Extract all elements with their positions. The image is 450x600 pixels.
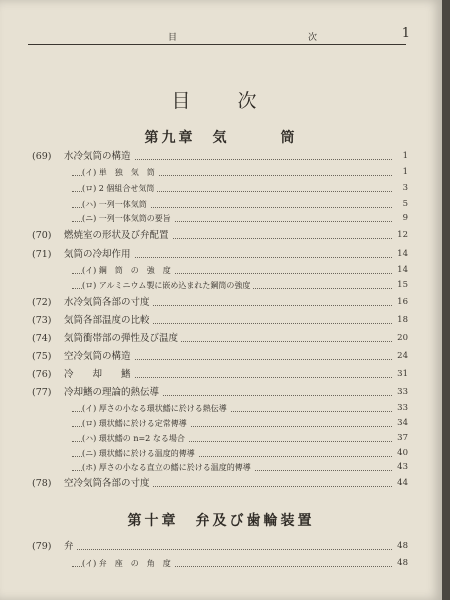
toc-subentry xyxy=(32,166,408,179)
entry-page: 18 xyxy=(397,315,408,325)
toc-subentry xyxy=(32,279,408,292)
entry-title: 燃焼室の形状及び弁配置 xyxy=(64,229,172,242)
toc-entry xyxy=(32,350,408,363)
leader-dots xyxy=(72,549,392,550)
subentry-title: (ニ) 環状鰭に於ける温度的傳導 xyxy=(82,447,198,460)
entry-number: (77) xyxy=(32,387,52,398)
entry-page: 31 xyxy=(397,369,408,379)
entry-title: 冷 却 鰭 xyxy=(64,368,134,381)
entry-title: 水冷気筒の構造 xyxy=(64,150,134,163)
toc-subentry xyxy=(32,461,408,474)
subentry-title: (ハ) 一列一体気筒 xyxy=(82,198,150,211)
entry-page: 20 xyxy=(397,333,408,343)
toc-subentry xyxy=(32,557,408,570)
entry-page: 37 xyxy=(397,433,408,443)
subentry-title: (ロ) 2 個組合せ気筒 xyxy=(82,182,157,195)
toc-subentry xyxy=(32,212,408,225)
toc-subentry xyxy=(32,182,408,195)
entry-page: 3 xyxy=(402,183,408,193)
running-head-title: 目 次 xyxy=(168,33,344,43)
entry-number: (74) xyxy=(32,333,52,344)
entry-number: (71) xyxy=(32,249,52,260)
entry-page: 14 xyxy=(397,249,408,259)
page-number: 1 xyxy=(401,26,410,41)
entry-number: (70) xyxy=(32,230,52,241)
entry-page: 48 xyxy=(397,541,408,551)
toc-entry xyxy=(32,314,408,327)
entry-title: 冷却鰭の理論的熱伝導 xyxy=(64,386,162,399)
entry-page: 5 xyxy=(402,199,408,209)
toc-entry xyxy=(32,540,408,553)
toc-entry xyxy=(32,248,408,261)
subentry-title: (ニ) 一列一体気筒の要旨 xyxy=(82,212,174,225)
toc-entry xyxy=(32,386,408,399)
toc-entry xyxy=(32,477,408,490)
subentry-title: (イ) 厚さの小なる環状鰭に於ける熱伝導 xyxy=(82,402,230,415)
subentry-title: (イ) 鋼 筒 の 強 度 xyxy=(82,264,174,277)
entry-title: 空冷気筒各部の寸度 xyxy=(64,477,153,490)
toc-entry xyxy=(32,368,408,381)
toc-subentry xyxy=(32,432,408,445)
running-head xyxy=(28,22,410,45)
subentry-title: (ハ) 環状鰭の n=2 なる場合 xyxy=(82,432,188,445)
toc-subentry xyxy=(32,417,408,430)
entry-title: 気筒衝帯部の弾性及び温度 xyxy=(64,332,181,345)
toc-subentry xyxy=(32,447,408,460)
entry-page: 1 xyxy=(402,167,408,177)
entry-page: 15 xyxy=(397,280,408,290)
entry-page: 48 xyxy=(397,558,408,568)
toc-entry xyxy=(32,332,408,345)
entry-title: 空冷気筒の構造 xyxy=(64,350,134,363)
entry-page: 40 xyxy=(397,448,408,458)
entry-title: 気筒各部温度の比較 xyxy=(64,314,153,327)
entry-number: (78) xyxy=(32,478,52,489)
chapter-10-heading: 第十章 弁及び歯輪装置 xyxy=(127,513,315,529)
toc-title: 目 次 xyxy=(171,90,271,112)
entry-page: 44 xyxy=(397,478,408,488)
entry-page: 33 xyxy=(397,387,408,397)
subentry-title: (イ) 弁 座 の 角 度 xyxy=(82,557,174,570)
subentry-title: (ロ) 環状鰭に於ける定常傳導 xyxy=(82,417,190,430)
entry-page: 12 xyxy=(397,230,408,240)
subentry-title: (イ) 単 独 気 筒 xyxy=(82,166,158,179)
entry-title: 水冷気筒各部の寸度 xyxy=(64,296,153,309)
entry-number: (79) xyxy=(32,541,52,552)
entry-number: (75) xyxy=(32,351,52,362)
toc-entry xyxy=(32,229,408,242)
entry-page: 24 xyxy=(397,351,408,361)
chapter-9-heading: 第九章 気 筒 xyxy=(144,130,298,146)
toc-subentry xyxy=(32,198,408,211)
toc-subentry xyxy=(32,402,408,415)
entry-page: 1 xyxy=(402,151,408,161)
toc-subentry xyxy=(32,264,408,277)
toc-entry xyxy=(32,150,408,163)
entry-number: (72) xyxy=(32,297,52,308)
entry-page: 9 xyxy=(402,213,408,223)
entry-number: (69) xyxy=(32,151,52,162)
entry-title: 気筒の冷却作用 xyxy=(64,248,134,261)
entry-page: 34 xyxy=(397,418,408,428)
subentry-title: (ロ) アルミニウム製に嵌め込まれた鋼筒の強度 xyxy=(82,279,253,292)
toc-entry xyxy=(32,296,408,309)
entry-page: 43 xyxy=(397,462,408,472)
entry-page: 16 xyxy=(397,297,408,307)
entry-page: 33 xyxy=(397,403,408,413)
subentry-title: (ホ) 厚さの小なる直立の鰭に於ける温度的傳導 xyxy=(82,461,254,474)
entry-number: (76) xyxy=(32,369,52,380)
entry-title: 弁 xyxy=(64,540,77,553)
entry-number: (73) xyxy=(32,315,52,326)
entry-page: 14 xyxy=(397,265,408,275)
